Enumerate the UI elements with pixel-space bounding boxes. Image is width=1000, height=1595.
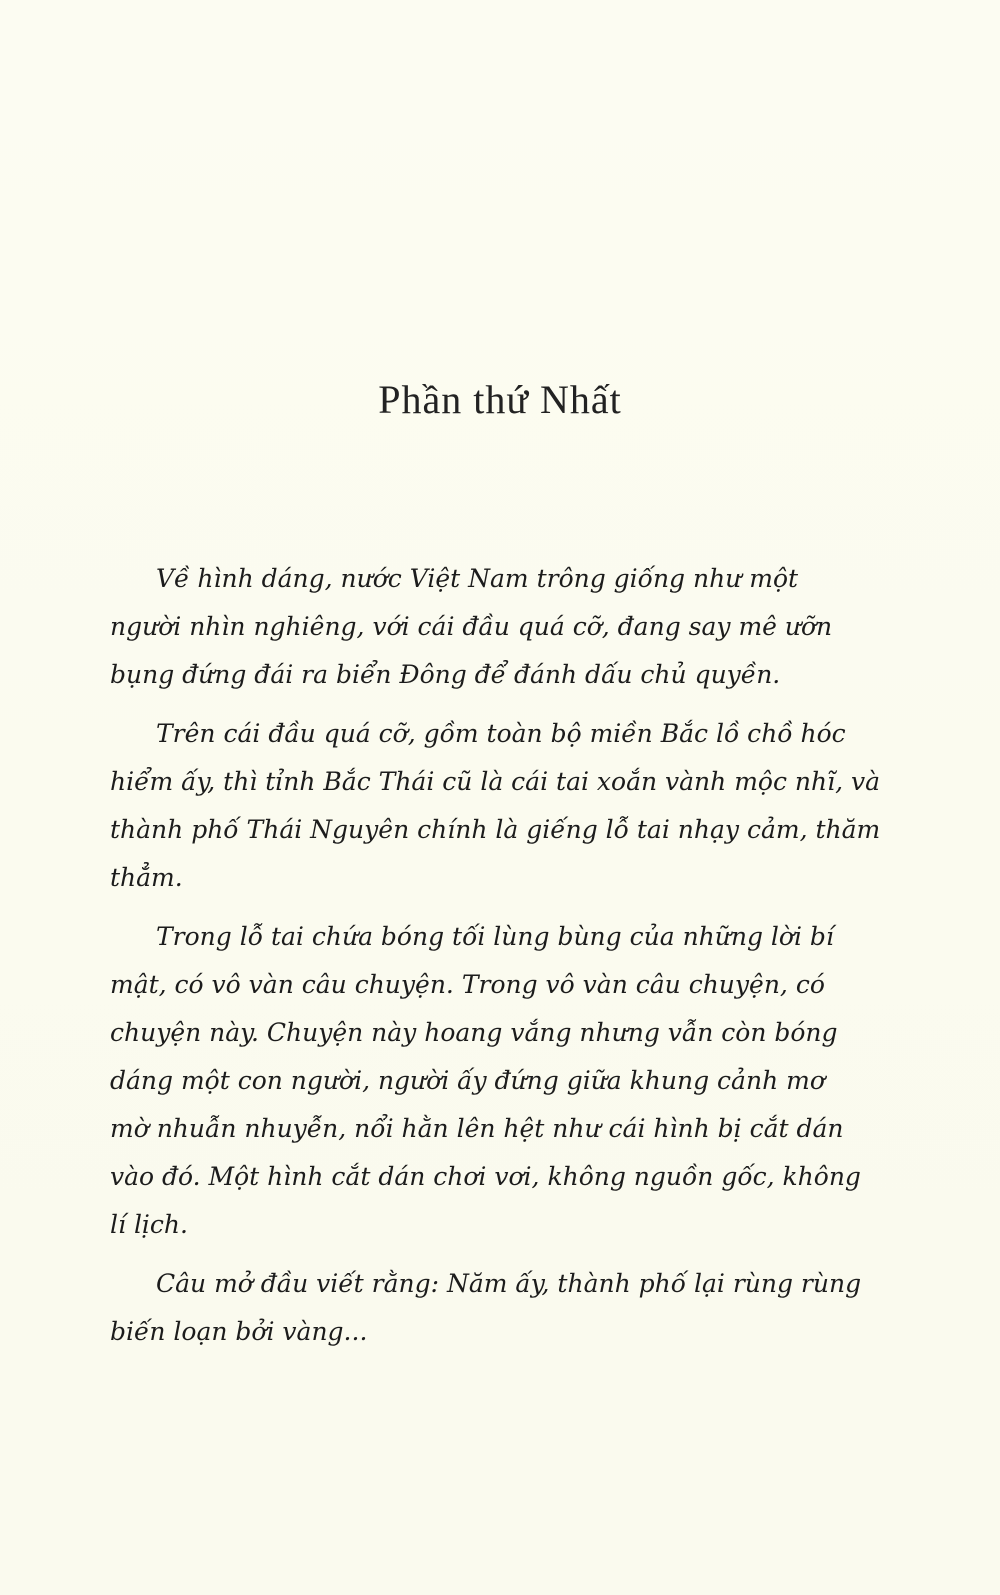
paragraph-line: Trên cái đầu quá cỡ, gồm toàn bộ miền Bắc lồ chồ hóc — [156, 719, 846, 748]
paragraph-3 — [110, 913, 890, 1249]
paragraph-line: thành phố Thái Nguyên chính là giếng lỗ tai nhạy cảm, thăm — [110, 815, 881, 844]
paragraph-line: vào đó. Một hình cắt dán chơi vơi, không nguồn gốc, không — [110, 1162, 861, 1191]
paragraph-line: biến loạn bởi vàng... — [110, 1317, 368, 1346]
paragraph-line: người nhìn nghiêng, với cái đầu quá cỡ, đang say mê ưỡn — [110, 612, 833, 641]
paragraph-line: Trong lỗ tai chứa bóng tối lùng bùng của những lời bí — [156, 922, 834, 951]
paragraph-1 — [110, 555, 890, 699]
paragraph-2 — [110, 710, 890, 902]
paragraph-line: mật, có vô vàn câu chuyện. Trong vô vàn câu chuyện, có — [110, 970, 825, 999]
paragraph-line: hiểm ấy, thì tỉnh Bắc Thái cũ là cái tai xoắn vành mộc nhĩ, và — [110, 767, 881, 796]
paragraph-line: dáng một con người, người ấy đứng giữa khung cảnh mơ — [110, 1066, 825, 1095]
paragraph-4 — [110, 1260, 890, 1356]
paragraph-line: bụng đứng đái ra biển Đông để đánh dấu chủ quyền. — [110, 660, 781, 689]
paragraph-line: chuyện này. Chuyện này hoang vắng nhưng vẫn còn bóng — [110, 1018, 838, 1047]
section-title-text: Phần thứ Nhất — [378, 377, 622, 422]
paragraph-line: lí lịch. — [110, 1210, 188, 1239]
paragraph-line: Về hình dáng, nước Việt Nam trông giống như một — [156, 564, 799, 593]
paragraph-line: Câu mở đầu viết rằng: Năm ấy, thành phố lại rùng rùng — [156, 1269, 862, 1298]
section-title — [0, 376, 1000, 423]
paragraph-line: mờ nhuẫn nhuyễn, nổi hằn lên hệt như cái hình bị cắt dán — [110, 1114, 844, 1143]
body-text — [110, 555, 890, 1356]
paragraph-line: thẳm. — [110, 863, 183, 892]
